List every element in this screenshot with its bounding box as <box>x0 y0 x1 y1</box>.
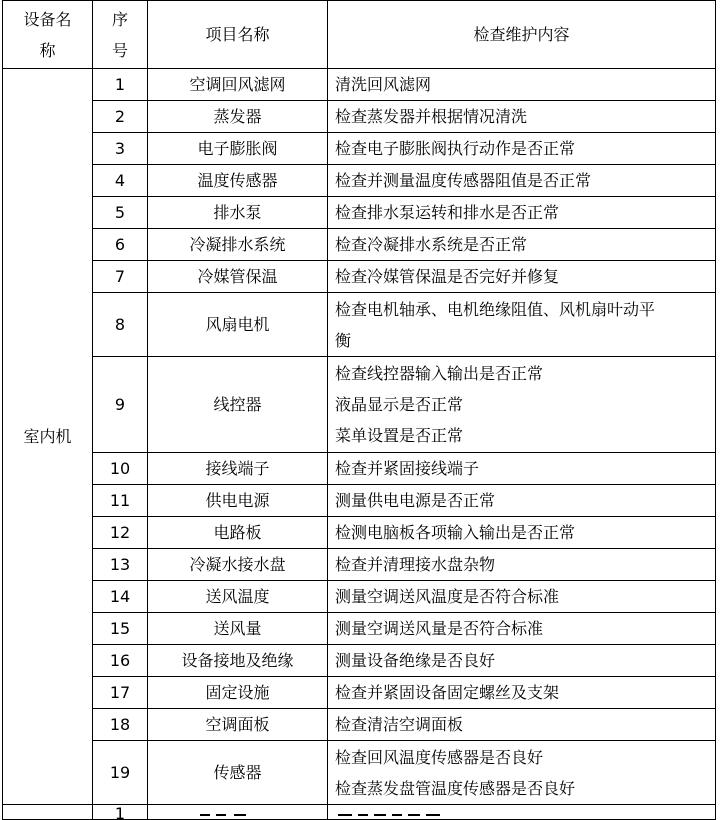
content-line: 检查清洁空调面板 <box>335 715 464 734</box>
content-cell <box>328 645 716 677</box>
content-cell <box>328 261 716 293</box>
content-line: 检查冷凝排水系统是否正常 <box>335 235 528 254</box>
content-line: 检查蒸发盘管温度传感器是否良好 <box>335 778 576 798</box>
content-cell <box>328 101 716 133</box>
content-line: 检查并紧固设备固定螺丝及支架 <box>335 683 560 702</box>
content-line: 清洗回风滤网 <box>335 75 432 94</box>
text-fragment <box>216 814 226 816</box>
seq-fragment: 1 <box>114 805 126 819</box>
content-cell <box>328 549 716 581</box>
table-row <box>3 485 716 517</box>
item-name-cell: 空调回风滤网 <box>148 69 328 101</box>
item-name-cell: 送风量 <box>148 613 328 645</box>
table-row <box>3 229 716 261</box>
table-row-partial <box>3 805 716 820</box>
content-cell <box>328 517 716 549</box>
content-cell <box>328 357 716 453</box>
item-name-cell-partial <box>148 805 328 820</box>
seq-cell: 6 <box>93 229 148 261</box>
content-line: 检查并清理接水盘杂物 <box>335 555 496 574</box>
table-row <box>3 453 716 485</box>
seq-cell: 4 <box>93 165 148 197</box>
seq-cell: 15 <box>93 613 148 645</box>
table-row <box>3 357 716 453</box>
content-line: 检查并测量温度传感器阻值是否正常 <box>335 171 592 190</box>
content-cell <box>328 613 716 645</box>
text-fragment <box>392 814 402 816</box>
item-name-cell: 冷媒管保温 <box>148 261 328 293</box>
seq-cell: 11 <box>93 485 148 517</box>
seq-cell: 19 <box>93 741 148 805</box>
table-row <box>3 517 716 549</box>
table-row <box>3 613 716 645</box>
content-line: 衡 <box>335 330 352 350</box>
content-line: 检查并紧固接线端子 <box>335 459 480 478</box>
item-name-cell: 送风温度 <box>148 581 328 613</box>
content-cell <box>328 709 716 741</box>
table-row <box>3 741 716 805</box>
item-name-cell: 设备接地及绝缘 <box>148 645 328 677</box>
content-line: 液晶显示是否正常 <box>335 395 464 414</box>
content-cell <box>328 197 716 229</box>
item-name-cell: 传感器 <box>148 741 328 805</box>
header-seq: 序 号 <box>93 1 148 69</box>
item-name-cell: 线控器 <box>148 357 328 453</box>
content-cell <box>328 133 716 165</box>
content-line: 检查电子膨胀阀执行动作是否正常 <box>335 139 576 158</box>
seq-cell: 1 <box>93 69 148 101</box>
item-name-cell: 冷凝排水系统 <box>148 229 328 261</box>
content-cell <box>328 485 716 517</box>
seq-cell: 2 <box>93 101 148 133</box>
content-line: 检查电机轴承、电机绝缘阻值、风机扇叶动平 <box>335 299 656 319</box>
item-name-cell: 电子膨胀阀 <box>148 133 328 165</box>
device-name-cell: 室内机 <box>3 69 93 805</box>
table-row <box>3 677 716 709</box>
item-name-cell: 蒸发器 <box>148 101 328 133</box>
seq-cell: 8 <box>93 293 148 357</box>
content-line: 检查线控器输入输出是否正常 <box>335 364 544 383</box>
header-item-name: 项目名称 <box>148 1 328 69</box>
content-cell <box>328 581 716 613</box>
content-line: 菜单设置是否正常 <box>335 426 464 445</box>
table-row <box>3 101 716 133</box>
table-header-row <box>3 1 716 69</box>
content-line: 测量供电电源是否正常 <box>335 491 496 510</box>
content-cell <box>328 741 716 805</box>
seq-cell: 12 <box>93 517 148 549</box>
item-name-cell: 供电电源 <box>148 485 328 517</box>
table-row <box>3 709 716 741</box>
text-fragment <box>338 814 352 816</box>
table-row <box>3 293 716 357</box>
content-cell <box>328 453 716 485</box>
seq-cell: 13 <box>93 549 148 581</box>
content-cell <box>328 677 716 709</box>
seq-cell: 17 <box>93 677 148 709</box>
text-fragment <box>234 814 246 816</box>
content-line: 检查冷媒管保温是否完好并修复 <box>335 267 560 286</box>
text-fragment <box>358 814 368 816</box>
seq-cell-partial <box>93 805 148 820</box>
table-row <box>3 69 716 101</box>
item-name-cell: 空调面板 <box>148 709 328 741</box>
item-name-cell: 排水泵 <box>148 197 328 229</box>
seq-cell: 7 <box>93 261 148 293</box>
seq-cell: 10 <box>93 453 148 485</box>
item-name-cell: 冷凝水接水盘 <box>148 549 328 581</box>
content-line: 检查排水泵运转和排水是否正常 <box>335 203 560 222</box>
device-name-cell-partial <box>3 805 93 820</box>
seq-cell: 5 <box>93 197 148 229</box>
item-name-cell: 温度传感器 <box>148 165 328 197</box>
seq-cell: 14 <box>93 581 148 613</box>
table-row <box>3 549 716 581</box>
seq-cell: 18 <box>93 709 148 741</box>
content-cell <box>328 165 716 197</box>
item-name-cell: 固定设施 <box>148 677 328 709</box>
seq-cell: 3 <box>93 133 148 165</box>
text-fragment <box>374 814 386 816</box>
text-fragment <box>426 814 440 816</box>
content-cell <box>328 69 716 101</box>
table-row <box>3 581 716 613</box>
content-line: 检查蒸发器并根据情况清洗 <box>335 107 528 126</box>
content-cell <box>328 229 716 261</box>
content-cell-partial <box>328 805 716 820</box>
table-row <box>3 165 716 197</box>
header-content: 检查维护内容 <box>328 1 716 69</box>
maintenance-table <box>2 0 716 820</box>
item-name-cell: 风扇电机 <box>148 293 328 357</box>
content-line: 测量设备绝缘是否良好 <box>335 651 496 670</box>
table-row <box>3 645 716 677</box>
header-device-name: 设备名 称 <box>3 1 93 69</box>
text-fragment <box>408 814 420 816</box>
seq-cell: 16 <box>93 645 148 677</box>
seq-cell: 9 <box>93 357 148 453</box>
content-line: 测量空调送风量是否符合标准 <box>335 619 544 638</box>
content-line: 测量空调送风温度是否符合标准 <box>335 587 560 606</box>
table-row <box>3 261 716 293</box>
item-name-cell: 接线端子 <box>148 453 328 485</box>
table-row <box>3 197 716 229</box>
content-cell <box>328 293 716 357</box>
table-row <box>3 133 716 165</box>
content-line: 检查回风温度传感器是否良好 <box>335 747 544 767</box>
item-name-cell: 电路板 <box>148 517 328 549</box>
text-fragment <box>200 814 210 816</box>
content-line: 检测电脑板各项输入输出是否正常 <box>335 523 576 542</box>
